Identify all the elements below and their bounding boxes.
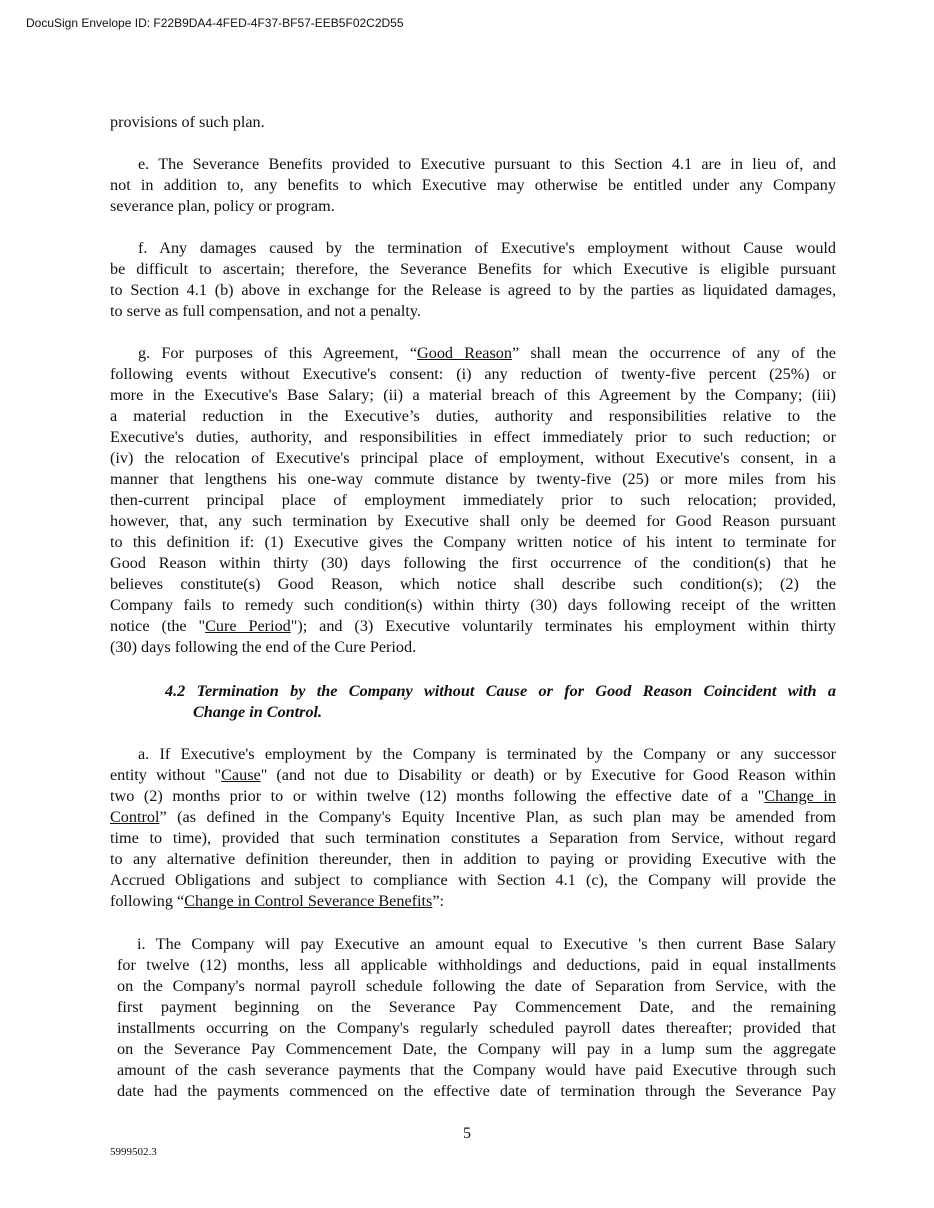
- text-line: [110, 765, 836, 786]
- text-line: for twelve (12) months, less all applicable withholdings and deductions, paid in equal installments: [117, 956, 836, 974]
- paragraph-f: [110, 238, 836, 322]
- text-fragment: notice (the ": [110, 617, 206, 635]
- text-fragment: g. For purposes of this Agreement, “: [138, 344, 418, 362]
- text-line: manner that lengthens his one-way commute distance by twenty-five (25) or more miles from his: [110, 470, 836, 488]
- text-line: a material reduction in the Executive’s duties, authority and responsibilities relative to the: [110, 407, 836, 425]
- text-line: [110, 807, 836, 828]
- defined-term-change-in-control-cont: Control: [110, 808, 160, 826]
- text-line: Good Reason within thirty (30) days following the first occurrence of the condition(s) that he: [110, 554, 836, 572]
- text-line: Executive's duties, authority, and responsibilities in effect immediately prior to such reduction; or: [110, 428, 836, 446]
- text-fragment: ” shall mean the occurrence of any of the: [511, 344, 836, 362]
- text-line: following events without Executive's consent: (i) any reduction of twenty-five percent (25%) or: [110, 365, 836, 383]
- text-fragment: " (and not due to Disability or death) or by Executive for Good Reason within: [260, 766, 837, 784]
- text-line: time to time), provided that such termination constitutes a Separation from Service, without regard: [110, 829, 836, 847]
- defined-term-cic-severance-benefits: Change in Control Severance Benefits: [184, 892, 433, 910]
- text-line: Company fails to remedy such condition(s) within thirty (30) days following receipt of the written: [110, 596, 836, 614]
- paragraph-a: [110, 744, 836, 912]
- text-line: on the Company's normal payroll schedule following the date of Separation from Service, with the: [117, 977, 836, 995]
- text-fragment: "); and (3) Executive voluntarily terminates his employment within thirty: [290, 617, 837, 635]
- text-line: be difficult to ascertain; therefore, the Severance Benefits for which Executive is eligible pursuant: [110, 260, 836, 278]
- text-line: f. Any damages caused by the termination of Executive's employment without Cause would: [138, 239, 836, 257]
- document-page-body: [110, 112, 836, 1112]
- text-line: then-current principal place of employment immediately prior to such relocation; provided,: [110, 491, 836, 509]
- text-line: to this definition if: (1) Executive gives the Company written notice of his intent to terminate for: [110, 533, 836, 551]
- text-line: to Section 4.1 (b) above in exchange for the Release is agreed to by the parties as liquidated damages,: [110, 281, 836, 299]
- text-line: first payment beginning on the Severance Pay Commencement Date, and the remaining: [117, 998, 836, 1016]
- heading-line: 4.2 Termination by the Company without Cause or for Good Reason Coincident with a: [165, 682, 836, 700]
- text-fragment: entity without ": [110, 766, 222, 784]
- text-line: installments occurring on the Company's regularly scheduled payroll dates thereafter; provided that: [117, 1019, 836, 1037]
- text-line: to any alternative definition thereunder, then in addition to paying or providing Executive with the: [110, 850, 836, 868]
- text-line: [110, 343, 836, 364]
- text-line: [110, 891, 836, 912]
- text-fragment: following “: [110, 892, 185, 910]
- document-id: 5999502.3: [110, 1146, 157, 1158]
- paragraph-i: [117, 934, 836, 1102]
- text-line: provisions of such plan.: [110, 113, 265, 131]
- text-line: [110, 616, 836, 637]
- text-fragment: ”:: [432, 892, 445, 910]
- text-line: a. If Executive's employment by the Company is terminated by the Company or any successor: [138, 745, 836, 763]
- defined-term-good-reason: Good Reason: [417, 344, 512, 362]
- text-line: believes constitute(s) Good Reason, which notice shall describe such condition(s); (2) the: [110, 575, 836, 593]
- defined-term-cause: Cause: [221, 766, 261, 784]
- paragraph-g: [110, 343, 836, 658]
- defined-term-cure-period: Cure Period: [205, 617, 291, 635]
- docusign-envelope-id: DocuSign Envelope ID: F22B9DA4-4FED-4F37-BF57-EEB5F02C2D55: [26, 16, 404, 30]
- text-fragment: ” (as defined in the Company's Equity Incentive Plan, as such plan may be amended from: [159, 808, 836, 826]
- text-line: i. The Company will pay Executive an amount equal to Executive 's then current Base Salary: [137, 935, 836, 953]
- text-line: amount of the cash severance payments that the Company would have paid Executive through such: [117, 1061, 836, 1079]
- paragraph-intro: [110, 112, 836, 133]
- text-line: [110, 786, 836, 807]
- text-line: to serve as full compensation, and not a penalty.: [110, 302, 421, 320]
- page-number: 5: [463, 1125, 471, 1142]
- text-line: severance plan, policy or program.: [110, 197, 335, 215]
- text-line: (iv) the relocation of Executive's principal place of employment, without Executive's consent, in a: [110, 449, 836, 467]
- text-line: on the Severance Pay Commencement Date, the Company will pay in a lump sum the aggregate: [117, 1040, 836, 1058]
- text-fragment: two (2) months prior to or within twelve (12) months following the effective date of a ": [110, 787, 765, 805]
- text-line: (30) days following the end of the Cure Period.: [110, 638, 417, 656]
- text-line: more in the Executive's Base Salary; (ii) a material breach of this Agreement by the Company; (iii): [110, 386, 836, 404]
- text-line: not in addition to, any benefits to which Executive may otherwise be entitled under any Company: [110, 176, 836, 194]
- defined-term-change-in-control: Change in: [764, 787, 836, 805]
- text-line: however, that, any such termination by Executive shall only be deemed for Good Reason pursuant: [110, 512, 836, 530]
- text-line: Accrued Obligations and subject to compliance with Section 4.1 (c), the Company will provide the: [110, 871, 836, 889]
- heading-line: Change in Control.: [193, 703, 323, 721]
- text-line: date had the payments commenced on the effective date of termination through the Severance Pay: [117, 1082, 836, 1100]
- section-heading-4-2: [165, 681, 836, 723]
- paragraph-e: [110, 154, 836, 217]
- text-line: e. The Severance Benefits provided to Executive pursuant to this Section 4.1 are in lieu of, and: [138, 155, 836, 173]
